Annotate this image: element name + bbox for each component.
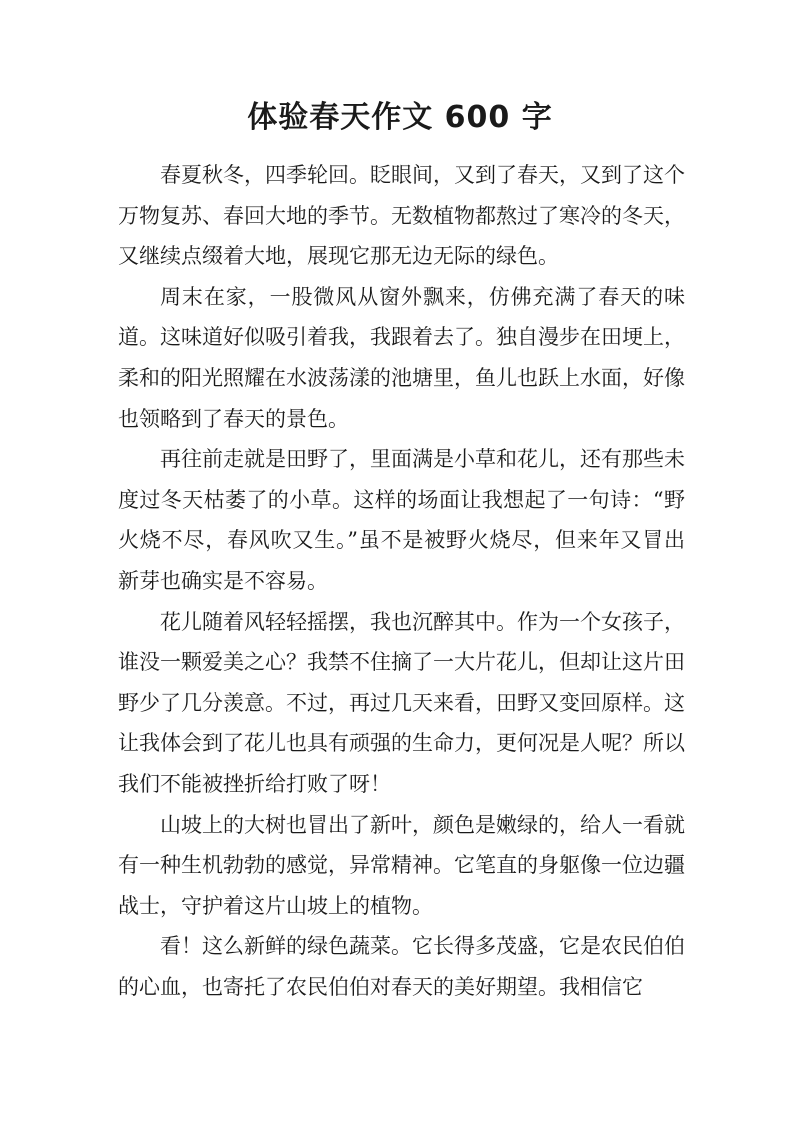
document-body — [118, 155, 685, 1007]
paragraph-5: 山坡上的大树也冒出了新叶，颜色是嫩绿的，给人一看就有一种生机勃勃的感觉，异常精神。它笔直的身躯像一位边疆战士，守护着这片山坡上的植物。 — [118, 812, 685, 918]
paragraph-1: 春夏秋冬，四季轮回。眨眼间，又到了春天，又到了这个万物复苏、春回大地的季节。无数植物都熬过了寒冷的冬天，又继续点缀着大地，展现它那无边无际的绿色。 — [118, 163, 685, 269]
paragraph-2: 周末在家，一股微风从窗外飘来，仿佛充满了春天的味道。这味道好似吸引着我，我跟着去了。独自漫步在田埂上，柔和的阳光照耀在水波荡漾的池塘里，鱼儿也跃上水面，好像也领略到了春天的景色。 — [118, 284, 685, 431]
paragraph-4: 花儿随着风轻轻摇摆，我也沉醉其中。作为一个女孩子，谁没一颗爱美之心？我禁不住摘了一大片花儿，但却让这片田野少了几分羡意。不过，再过几天来看，田野又变回原样。这让我体会到了花儿也具有顽强的生命力，更何况是人呢？所以我们不能被挫折给打败了呀！ — [118, 609, 685, 796]
paragraph-6: 看！这么新鲜的绿色蔬菜。它长得多茂盛，它是农民伯伯的心血，也寄托了农民伯伯对春天的美好期望。我相信它 — [118, 934, 685, 999]
paragraph-3: 再往前走就是田野了，里面满是小草和花儿，还有那些未度过冬天枯萎了的小草。这样的场面让我想起了一句诗：“野火烧不尽，春风吹又生。”虽不是被野火烧尽，但来年又冒出新芽也确实是不容易。 — [118, 447, 685, 593]
document-title: 体验春天作文 600 字 — [247, 100, 553, 135]
